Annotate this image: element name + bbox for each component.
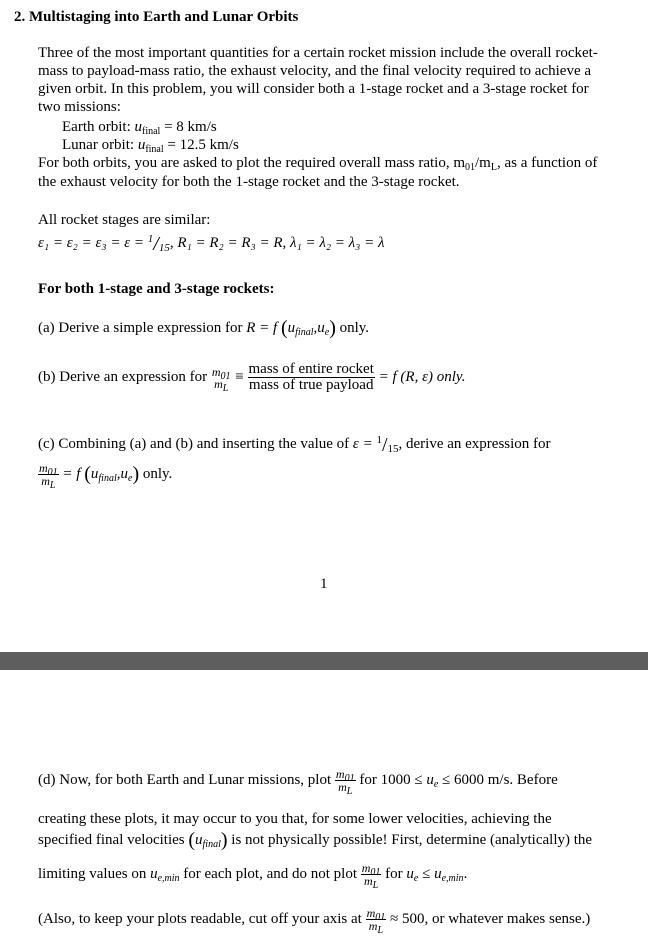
part-c-line-1: (c) Combining (a) and (b) and inserting the value of $\varepsilon = ^1/_{15}$, derive an expression for	[38, 434, 551, 456]
epsilon-fraction: $^1/_{15}$	[147, 233, 170, 255]
page-number: 1	[320, 576, 328, 592]
plot-instruction-line-1: For both orbits, you are asked to plot the required overall mass ratio, $m_{01}/m_L$, as a function of	[38, 155, 598, 173]
problem-heading: 2. Multistaging into Earth and Lunar Orbits	[14, 9, 299, 25]
mass-ratio-fraction-d5: $\frac{m_{01}}{m_L}$	[366, 906, 386, 936]
mass-definition-fraction: $\frac{\text{mass of entire rocket}}{\text{mass of true payload}}$	[248, 361, 374, 393]
part-d-line-3: specified final velocities $(u_{final})$ is not physically possible! First, determine (analytically) the	[38, 829, 593, 851]
page-separator	[0, 652, 648, 670]
intro-line-3: given orbit. In this problem, you will consider both a 1-stage rocket and a 3-stage rocket for	[38, 81, 589, 97]
stage-equalities-equation: $\varepsilon_1 = \varepsilon_2 = \varepsilon_3 = \varepsilon = ^1/_{15}$, R₁ = R₂ = R₃ = R, λ₁ = λ₂ = λ₃ = λ	[38, 233, 385, 255]
part-d-line-2: creating these plots, it may occur to you that, for some lower velocities, achieving the	[38, 811, 552, 827]
plot-instruction-line-2: the exhaust velocity for both the 1-stage rocket and the 3-stage rocket.	[38, 174, 460, 190]
part-b: (b) Derive an expression for $m_{01}$ $m_L$ ≡ $\frac{\text{mass of entire rocket}}{\text{mass of true payload}}$ = f (R, ε) only.	[38, 361, 466, 394]
part-d-line-1: (d) Now, for both Earth and Lunar missions, plot $\frac{m_{01}}{m_L}$ for $1000 \le u_e \le 6000$ m/s. Before	[38, 767, 558, 797]
part-d-line-4: limiting values on $u_{e,min}$ for each plot, and do not plot $\frac{m_{01}}{m_L}$ for $u_e \le u_{e,min}$.	[38, 861, 468, 891]
lunar-orbit-line: Lunar orbit: $u_{final} = 12.5$ km/s	[62, 137, 239, 155]
mass-ratio-fraction-d4: $\frac{m_{01}}{m_L}$	[361, 861, 381, 891]
earth-orbit-line: Earth orbit: $u_{final} = 8$ km/s	[62, 119, 217, 137]
mass-ratio-fraction: $m_{01}$ $m_L$	[211, 364, 231, 394]
mass-ratio-fraction-d1: $\frac{m_{01}}{m_L}$	[335, 767, 355, 797]
similar-stages-text: All rocket stages are similar:	[38, 212, 211, 228]
intro-line-2: mass to payload-mass ratio, the exhaust velocity, and the final velocity required to achieve a	[38, 63, 592, 79]
document-page-2	[0, 670, 648, 944]
part-d-line-5: (Also, to keep your plots readable, cut off your axis at $\frac{m_{01}}{m_L}$ ≈ 500, or whatever makes sense.)	[38, 906, 591, 936]
epsilon-value-fraction: $^1/_{15}$	[376, 434, 399, 456]
mass-ratio-fraction-c: $\frac{m_{01}}{m_L}$	[39, 461, 58, 491]
intro-line-1: Three of the most important quantities for a certain rocket mission include the overall rocket-	[38, 45, 598, 61]
both-rockets-heading: For both 1-stage and 3-stage rockets:	[38, 281, 275, 297]
part-c-line-2: $\frac{m_{01}}{m_L}$ = f $(u_{final},u_e)$ only.	[39, 461, 173, 491]
part-a: (a) Derive a simple expression for R = f $(u_{final},u_e)$ only.	[38, 317, 370, 339]
intro-line-4: two missions:	[38, 99, 121, 115]
